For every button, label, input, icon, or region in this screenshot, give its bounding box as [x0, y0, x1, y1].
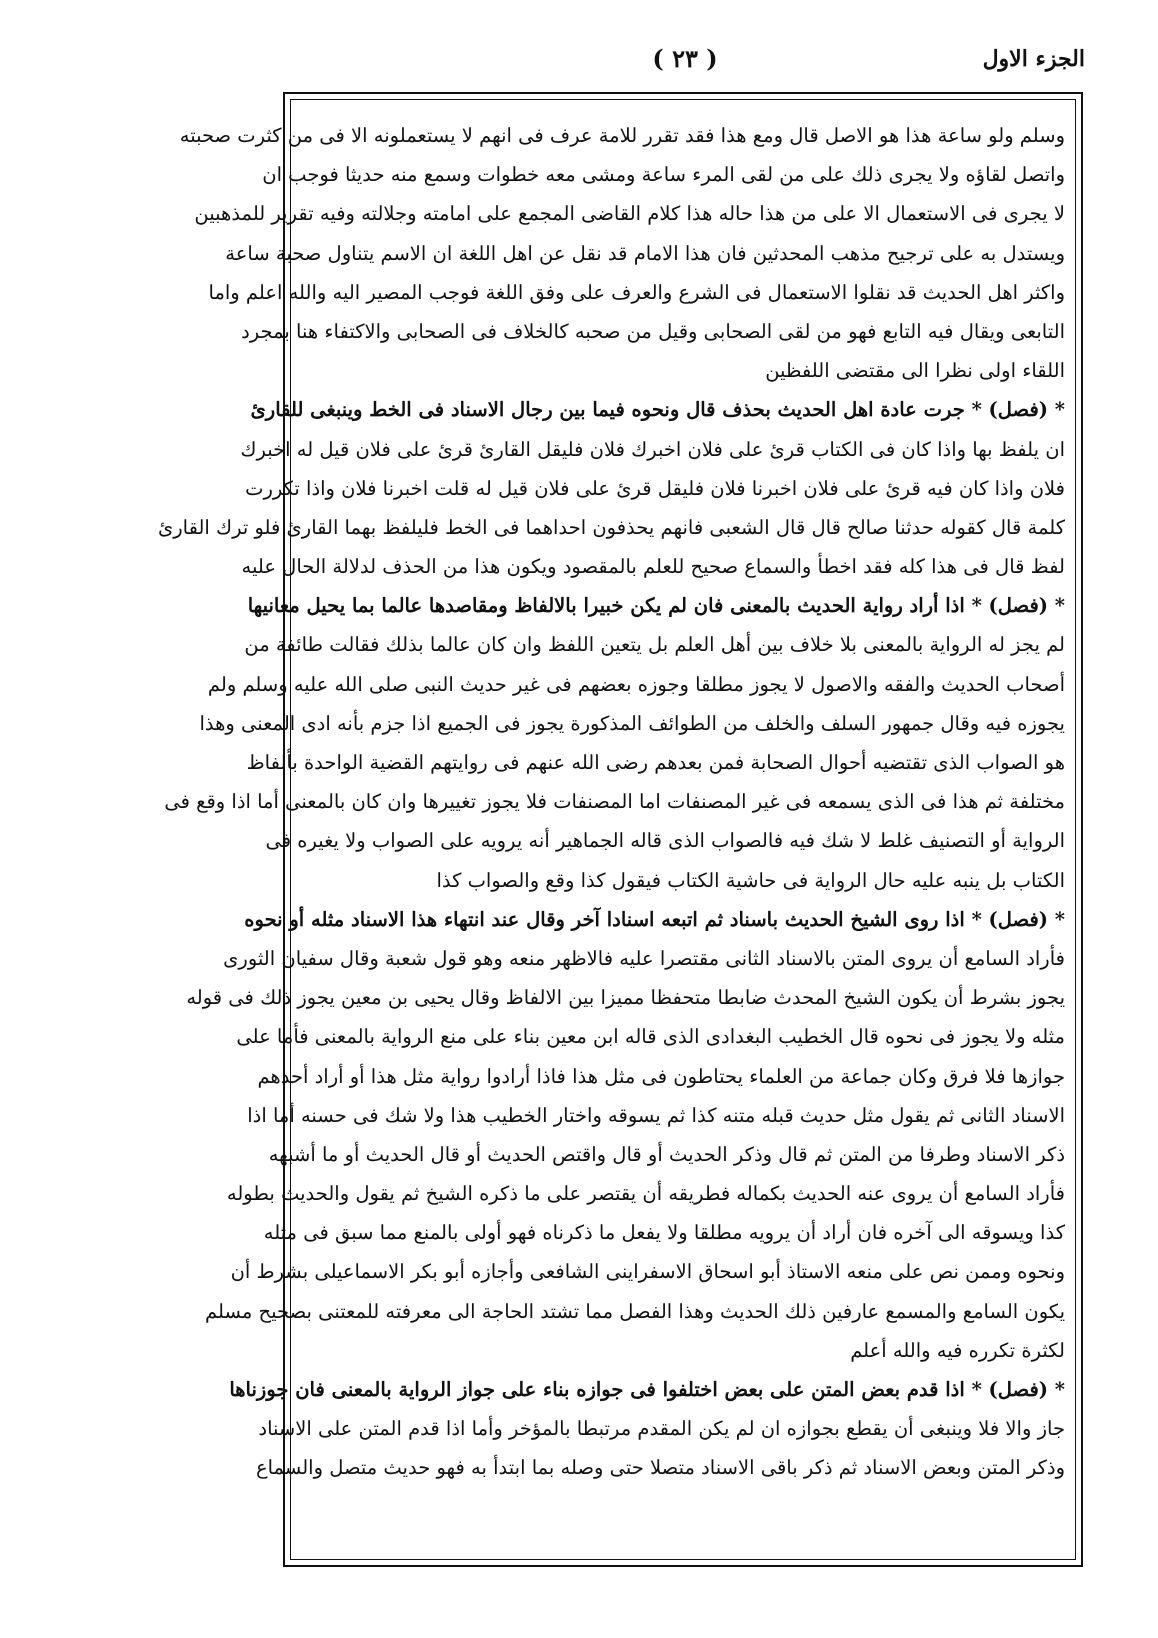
text-line: مختلفة ثم هذا فى الذى يسمعه فى غير المصنفات اما المصنفات فلا يجوز تغييرها وان كان بالمعنى أما اذا وقع فى [164, 790, 1065, 814]
text-line: وسلم ولو ساعة هذا هو الاصل قال ومع هذا فقد تقرر للامة عرف فى انهم لا يستعملونه الا فى من كثرت صحبته [179, 124, 1065, 147]
text-line: واكثر اهل الحديث قد نقلوا الاستعمال فى الشرع والعرف على وفق اللغة فوجب المصير اليه والله اعلم واما [208, 280, 1065, 304]
text-line: لا يجرى فى الاستعمال الا على من هذا حاله هذا كلام القاضى المجمع على امامته وجلالته وفيه تقرير للمذهبين [194, 202, 1065, 226]
body-text [157, 116, 1065, 1488]
text-line: التابعى ويقال فيه التابع فهو من لقى الصحابى وقيل من صحبه كالخلاف فى الصحابى والاكتفاء هنا بمجرد [241, 319, 1065, 343]
text-line: ونحوه وممن نص على منعه الاستاذ أبو اسحاق الاسفراينى الشافعى وأجازه أبو بكر الاسماعيلى بشرط أن [230, 1260, 1065, 1284]
text-line: ويستدل به على ترجيح مذهب المحدثين فان هذا الامام قد نقل عن اهل اللغة ان الاسم يتناول صحبة ساعة [225, 241, 1065, 265]
page-number: ( ٢٣ ) [652, 44, 718, 73]
text-line: فأراد السامع أن يروى عنه الحديث بكماله فطريقه أن يقتصر على ما ذكره الشيخ ثم يقول والحديث بطوله [226, 1182, 1065, 1206]
text-line: يجوزه فيه وقال جمهور السلف والخلف من الطوائف المذكورة يجوز فى الجميع اذا جزم بأنه ادى المعنى وهذا [199, 711, 1065, 735]
section-heading-line: * (فصل) * اذا روى الشيخ الحديث باسناد ثم اتبعه اسنادا آخر وقال عند انتهاء هذا الاسناد مثله أو نحوه [244, 907, 1065, 931]
text-line: لفظ قال فى هذا كله فقد اخطأ والسماع صحيح للعلم بالمقصود ويكون هذا من الحذف لدلالة الحال عليه [241, 555, 1065, 579]
text-line: يجوز بشرط أن يكون الشيخ المحدث ضابطا متحفظا مميزا بين الالفاظ وقال يحيى بن معين يجوز ذلك فى قوله [186, 986, 1065, 1010]
text-line: فأراد السامع أن يروى المتن بالاسناد الثانى مقتصرا عليه فالاظهر منعه وهو قول شعبة وقال سفيان الثورى [223, 946, 1065, 970]
section-heading-line: * (فصل) * جرت عادة اهل الحديث بحذف قال ونحوه فيما بين رجال الاسناد فى الخط وينبغى للقارئ [250, 398, 1065, 422]
text-line: أصحاب الحديث والفقه والاصول لا يجوز مطلقا وجوزه بعضهم فى غير حديث النبى صلى الله عليه وسلم ولم [207, 672, 1065, 696]
text-line: الرواية أو التصنيف غلط لا شك فيه فالصواب الذى قاله الجماهير أنه يرويه على الصواب ولا يغيره فى [265, 829, 1065, 853]
volume-label: الجزء الاول [982, 46, 1085, 72]
text-line: لم يجز له الرواية بالمعنى بلا خلاف بين أهل العلم بل يتعين اللفظ وان كان عالما بذلك فقالت طائفة من [244, 633, 1065, 657]
text-line: الكتاب بل ينبه عليه حال الرواية فى حاشية الكتاب فيقول كذا وقع والصواب كذا [436, 868, 1065, 892]
text-line: جاز والا فلا وينبغى أن يقطع بجوازه ان لم يكن المقدم مرتبطا بالمؤخر وأما اذا قدم المتن على الاسناد [258, 1417, 1065, 1441]
text-line: واتصل لقاؤه ولا يجرى ذلك على من لقى المرء ساعة ومشى معه خطوات وسمع منه حديثا فوجب ان [262, 163, 1065, 187]
text-line: مثله ولا يجوز فى نحوه قال الخطيب البغدادى الذى قاله ابن معين بناء على منع الرواية بالمعنى فأما على [236, 1025, 1065, 1049]
text-line: ان يلفظ بها واذا كان فى الكتاب قرئ على فلان اخبرك فلان فليقل القارئ قرئ على فلان قيل له اخبرك [240, 437, 1065, 461]
section-heading-line: * (فصل) * اذا أراد رواية الحديث بالمعنى فان لم يكن خبيرا بالالفاظ ومقاصدها عالما بما يحيل معانيها [247, 594, 1065, 618]
text-line: هو الصواب الذى تقتضيه أحوال الصحابة فمن بعدهم رضى الله عنهم فى روايتهم القضية الواحدة بألفاظ [246, 751, 1065, 774]
text-line: كذا ويسوقه الى آخره فان أراد أن يرويه مطلقا ولا يفعل ما ذكرناه فهو أولى بالمنع مما سبق فى مثله [263, 1221, 1065, 1245]
page-header [285, 40, 1085, 88]
text-line: يكون السامع والمسمع عارفين ذلك الحديث وهذا الفصل مما تشتد الحاجة الى معرفته للمعتنى بصحيح مسلم [205, 1299, 1065, 1323]
section-heading-line: * (فصل) * اذا قدم بعض المتن على بعض اختلفوا فى جوازه بناء على جواز الرواية بالمعنى فان جوزناها [229, 1378, 1065, 1401]
text-line: ذكر الاسناد وطرفا من المتن ثم قال وذكر الحديث أو قال واقتص الحديث أو قال الحديث أو ما أشبهه [268, 1142, 1065, 1166]
text-line: اللقاء اولى نظرا الى مقتضى اللفظين [765, 359, 1065, 383]
text-line: كلمة قال كقوله حدثنا صالح قال قال الشعبى فانهم يحذفون احداهما فى الخط فليلفظ بهما القارئ فلو ترك القارئ [157, 515, 1065, 539]
text-frame [157, 92, 1083, 1567]
text-line: الاسناد الثانى ثم يقول مثل حديث قبله متنه كذا ثم يسوقه واختار الخطيب هذا ولا شك فى حسنه أما اذا [247, 1103, 1065, 1127]
text-line: جوازها فلا فرق وكان جماعة من العلماء يحتاطون فى مثل هذا فاذا أرادوا رواية مثل هذا أو أراد أحدهم [257, 1064, 1065, 1088]
text-line: فلان واذا كان فيه قرئ على فلان اخبرنا فلان فليقل قرئ على فلان قيل له قلت اخبرنا فلان واذا تكررت [245, 476, 1065, 500]
text-line: وذكر المتن وبعض الاسناد ثم ذكر باقى الاسناد متصلا حتى وصله بما ابتدأ به فهو حديث متصل والسماع [255, 1456, 1065, 1480]
text-line: لكثرة تكرره فيه والله أعلم [850, 1338, 1065, 1362]
